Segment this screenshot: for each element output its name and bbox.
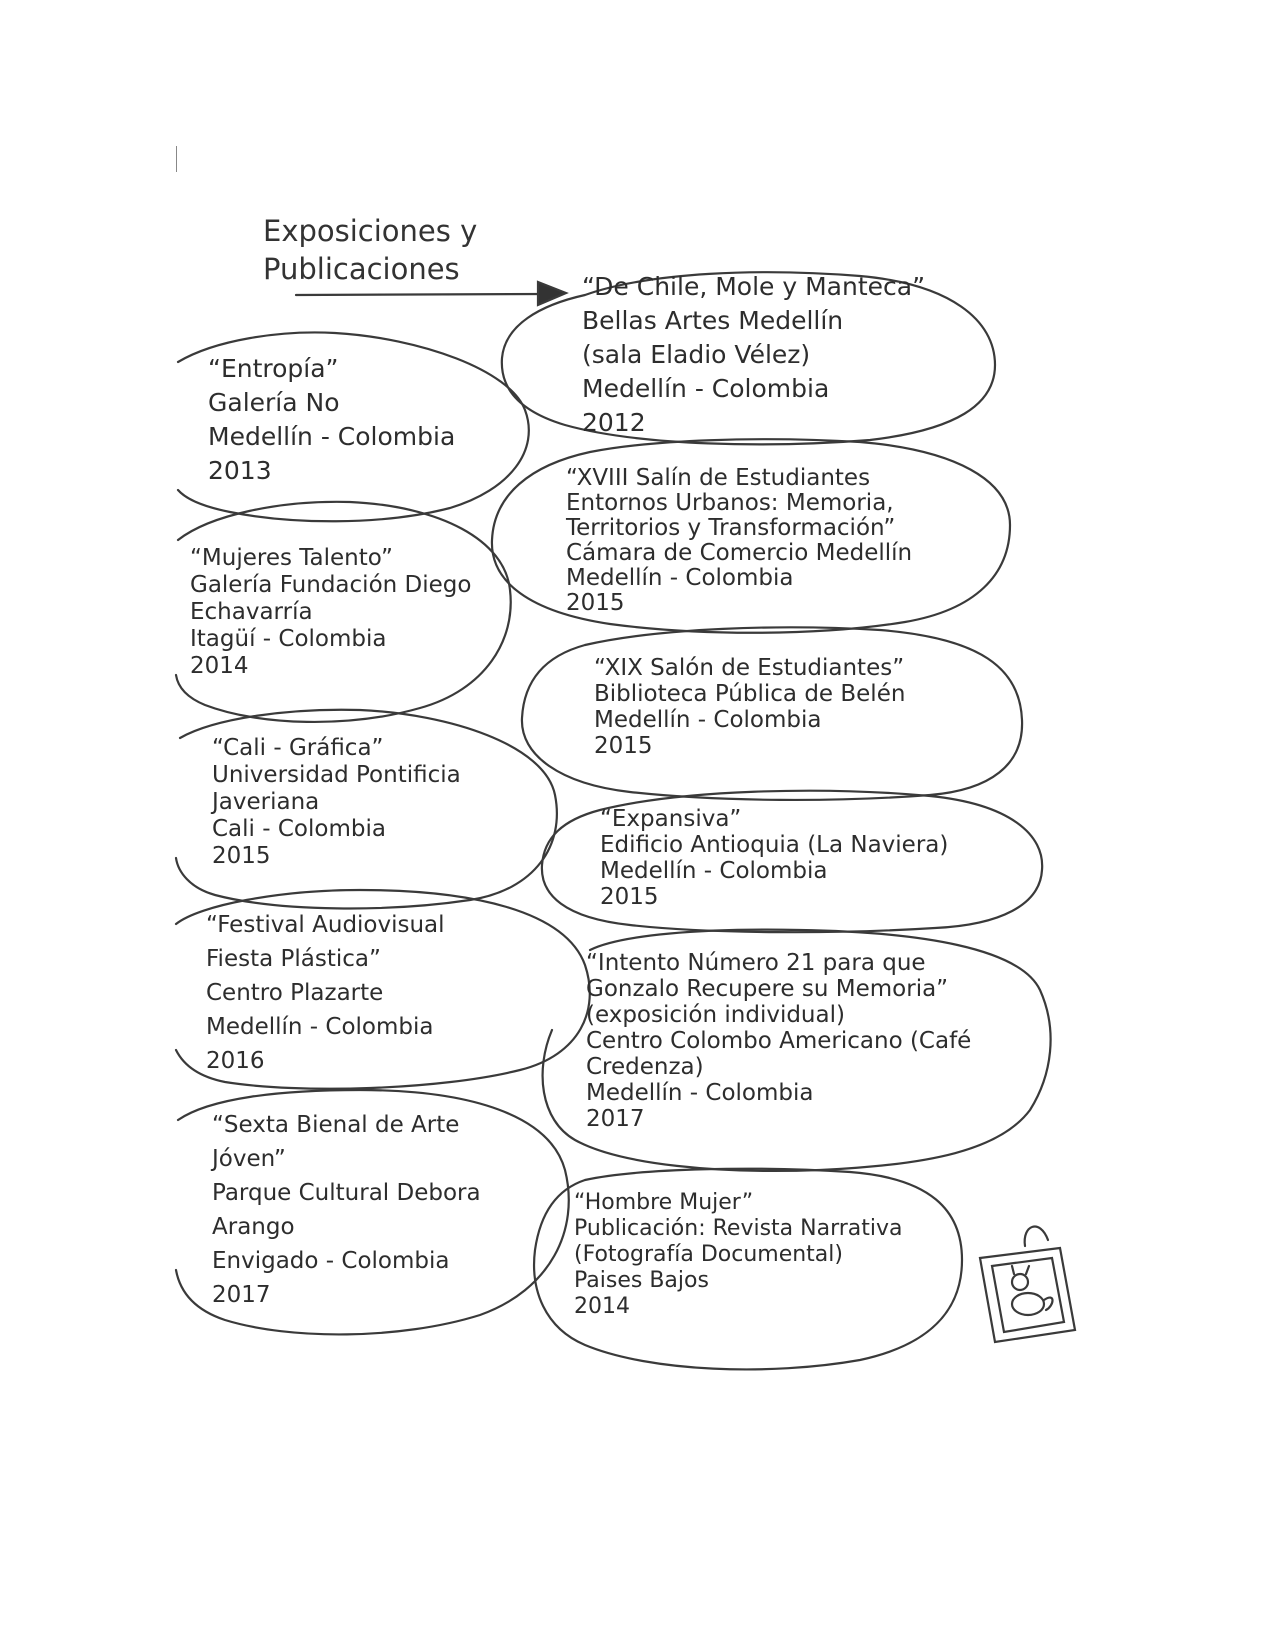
bubble-line: “Hombre Mujer” xyxy=(574,1190,754,1215)
bubble-line: Medellín - Colombia xyxy=(206,1014,434,1040)
bubble-line: Cámara de Comercio Medellín xyxy=(566,540,913,566)
title-line-2: Publicaciones xyxy=(263,252,460,286)
page-title xyxy=(263,212,477,288)
bubble-line: Itagüí - Colombia xyxy=(190,626,387,652)
bubble-line: Medellín - Colombia xyxy=(208,422,456,451)
bubble-line: 2014 xyxy=(190,653,249,679)
bubble-line: Paises Bajos xyxy=(574,1268,709,1293)
bubble-line: Jóven” xyxy=(212,1146,286,1172)
bubble-line: Territorios y Transformación” xyxy=(566,515,896,541)
bubble-r1 xyxy=(582,270,925,440)
bubble-line: “Mujeres Talento” xyxy=(190,545,393,571)
bubble-line: “Festival Audiovisual xyxy=(206,912,445,938)
bubble-line: Galería Fundación Diego xyxy=(190,572,472,598)
bubble-line: Medellín - Colombia xyxy=(586,1080,814,1106)
bubble-line: Gonzalo Recupere su Memoria” xyxy=(586,976,949,1002)
bubble-line: Galería No xyxy=(208,388,340,417)
bubble-line: “Intento Número 21 para que xyxy=(586,950,926,976)
bubble-line: Centro Colombo Americano (Café xyxy=(586,1028,972,1054)
bubble-r4 xyxy=(600,806,948,910)
bubble-line: 2015 xyxy=(566,590,625,616)
bubble-line: Javeriana xyxy=(212,789,320,815)
tote-bag-cat-icon xyxy=(980,1227,1075,1342)
bubble-line: “Sexta Bienal de Arte xyxy=(212,1112,460,1138)
bubble-line: Publicación: Revista Narrativa xyxy=(574,1216,903,1241)
bubble-line: 2016 xyxy=(206,1048,265,1074)
bubble-line: (Fotografía Documental) xyxy=(574,1242,843,1267)
bubble-l1 xyxy=(208,352,455,488)
bubble-l2 xyxy=(190,545,471,680)
bubble-line: (sala Eladio Vélez) xyxy=(582,340,811,369)
bubble-l4 xyxy=(206,908,445,1078)
bubble-line: 2015 xyxy=(594,733,653,759)
bubble-line: 2015 xyxy=(212,843,271,869)
bubble-line: Medellín - Colombia xyxy=(594,707,822,733)
bubble-line: Edificio Antioquia (La Naviera) xyxy=(600,832,949,858)
bubble-line: Centro Plazarte xyxy=(206,980,384,1006)
bubble-r5 xyxy=(586,950,971,1132)
bubble-line: Medellín - Colombia xyxy=(600,858,828,884)
bubble-line: Envigado - Colombia xyxy=(212,1248,450,1274)
bubble-line: “Cali - Gráfica” xyxy=(212,735,384,761)
bubble-line: 2014 xyxy=(574,1294,630,1319)
bubble-r6 xyxy=(574,1190,903,1320)
bubble-line: 2017 xyxy=(212,1282,271,1308)
bubble-line: Bellas Artes Medellín xyxy=(582,306,844,335)
bubble-line: 2013 xyxy=(208,456,272,485)
bubble-line: “De Chile, Mole y Manteca” xyxy=(582,272,926,301)
bubble-line: Parque Cultural Debora xyxy=(212,1180,481,1206)
bubble-line: Arango xyxy=(212,1214,295,1240)
bubble-line: “XIX Salón de Estudiantes” xyxy=(594,655,905,681)
bubble-line: Biblioteca Pública de Belén xyxy=(594,681,906,707)
bubble-line: “Entropía” xyxy=(208,354,339,383)
title-line-1: Exposiciones y xyxy=(263,214,478,248)
bubble-r2 xyxy=(566,466,912,616)
bubble-line: “Expansiva” xyxy=(600,806,742,832)
bubble-line: Universidad Pontificia xyxy=(212,762,461,788)
bubble-line: Medellín - Colombia xyxy=(582,374,830,403)
bubble-line: 2015 xyxy=(600,884,659,910)
arrow-right-icon xyxy=(296,294,545,295)
bubble-line: 2012 xyxy=(582,408,646,437)
bubble-line: “XVIII Salín de Estudiantes xyxy=(566,465,871,491)
bubble-line: (exposición individual) xyxy=(586,1002,845,1028)
bubble-l5 xyxy=(212,1108,481,1312)
bubble-line: Medellín - Colombia xyxy=(566,565,794,591)
bubble-line: 2017 xyxy=(586,1106,645,1132)
bubble-r3 xyxy=(594,655,905,759)
bubble-line: Fiesta Plástica” xyxy=(206,946,381,972)
bubble-line: Entornos Urbanos: Memoria, xyxy=(566,490,894,516)
bubble-line: Echavarría xyxy=(190,599,313,625)
bubble-l3 xyxy=(212,735,461,870)
bubble-line: Credenza) xyxy=(586,1054,704,1080)
bubble-line: Cali - Colombia xyxy=(212,816,386,842)
